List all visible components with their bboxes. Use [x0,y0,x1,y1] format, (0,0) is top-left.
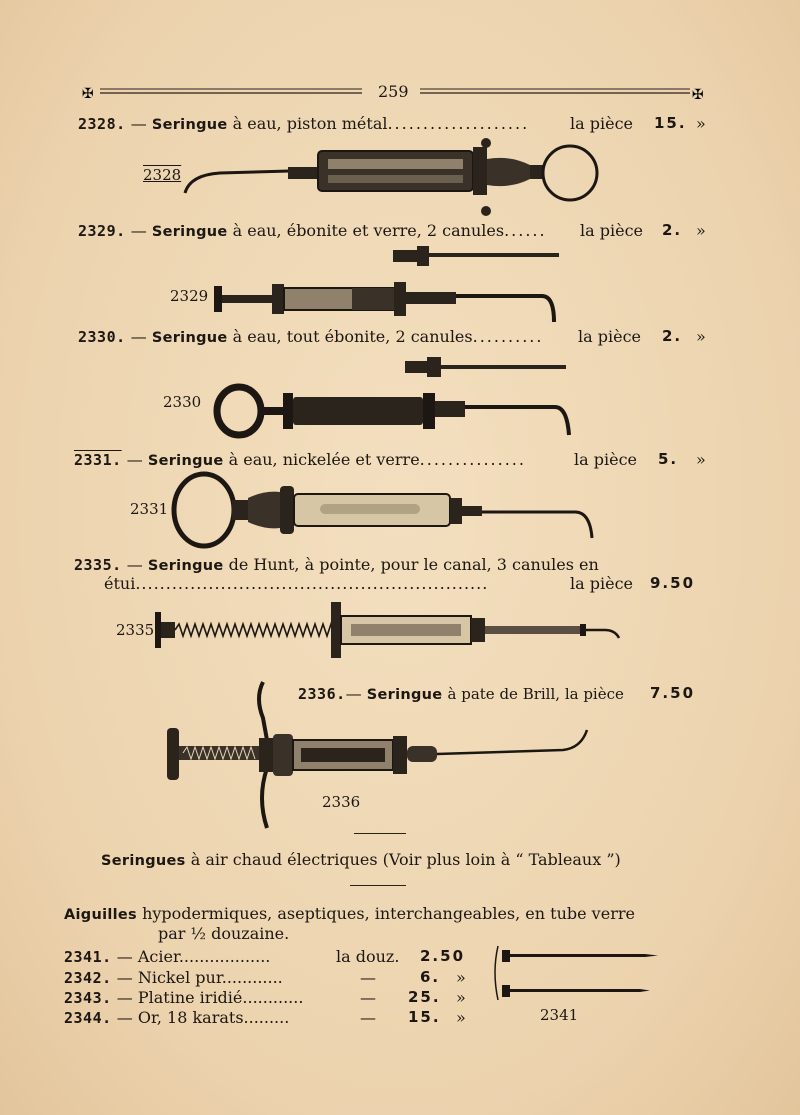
dash: — [345,684,362,703]
needle-unit: la douz. [336,947,400,966]
needle-name: Or, 18 karats [137,1008,244,1027]
item-description: à eau, nickelée et verre [228,450,420,469]
item-description: à eau, tout ébonite, 2 canules [232,327,473,346]
needle-row [64,988,484,1007]
item-keyword: Seringue [151,117,228,133]
item-ref: 2336. [298,685,346,703]
dash: — [116,988,133,1007]
dash: — [130,114,147,133]
leader-dots: .................... [387,114,530,133]
list-item-continuation [104,574,708,593]
ditto-mark: » [456,968,466,987]
dash: — [130,221,147,240]
item-keyword: Seringue [147,453,224,469]
syringe-2336-illustration [163,678,593,833]
item-description-2: étui [104,574,136,593]
needle-ref: 2343. [64,989,112,1007]
leader-dots: .................. [178,947,271,966]
dash: — [126,555,143,574]
needles-description: hypodermiques, aseptiques, interchangeables, en tube verre [142,904,635,923]
ditto-mark: » [456,1008,466,1027]
leader-dots: ............ [221,968,283,987]
item-price: 2. [662,327,683,345]
svg-text:✠: ✠ [82,86,94,102]
figure-label: 2335 [116,621,155,639]
list-item [78,114,708,133]
needle-row [64,1008,484,1027]
item-description: de Hunt, à pointe, pour le canal, 3 canules en [228,555,599,574]
leader-dots: ............... [419,450,526,469]
needle-row [64,947,484,966]
syringe-2328-illustration [180,135,605,223]
needle-name: Acier [137,947,179,966]
item-description: à pate de Brill, la pièce [447,685,624,703]
page-number: 259 [378,82,409,101]
section-note [101,850,621,869]
item-ref: 2328. [78,115,126,133]
needle-ref: 2341. [64,948,112,966]
needle-price: 6. [420,968,441,986]
item-unit: la pièce [570,574,633,593]
item-keyword: Seringue [151,224,228,240]
needle-unit: — [360,1008,376,1027]
list-item [78,221,708,240]
needle-price: 15. [408,1008,441,1026]
needle-ref: 2342. [64,969,112,987]
needle-name: Platine iridié [137,988,243,1007]
item-unit: la pièce [574,450,637,469]
ditto-mark: » [696,114,706,133]
cannula-2329-illustration [393,244,563,268]
leader-dots: .......... [472,327,544,346]
ditto-mark: » [696,450,706,469]
needle-name: Nickel pur [137,968,222,987]
needle-ref: 2344. [64,1009,112,1027]
item-ref: 2330. [78,328,126,346]
item-ref: 2331. [74,451,122,469]
dash: — [126,450,143,469]
item-keyword: Seringue [366,687,443,703]
leader-dots: ......... [243,1008,290,1027]
needles-description-2: par ½ douzaine. [158,924,290,943]
needle-price: 2.50 [420,947,466,965]
figure-label: 2329 [170,287,209,305]
figure-label: 2328 [143,166,182,184]
syringe-2331-illustration [170,470,600,550]
item-description: à eau, piston métal [232,114,388,133]
svg-text:✠: ✠ [692,87,704,103]
item-price: 7.50 [650,684,696,702]
needle-row [64,968,484,987]
item-ref: 2329. [78,222,126,240]
item-price: 5. [658,450,679,468]
leader-dots: ............ [242,988,304,1007]
ditto-mark: » [696,327,706,346]
figure-label: 2331 [130,500,169,518]
section-keyword: Seringues [101,853,186,869]
divider [350,885,406,886]
list-item [78,327,708,346]
divider [354,833,406,834]
figure-label: 2330 [163,393,202,411]
item-price: 9.50 [650,574,696,592]
needle-price: 25. [408,988,441,1006]
ditto-mark: » [456,988,466,1007]
item-price: 2. [662,221,683,239]
needles-illustration [492,944,667,1004]
item-keyword: Seringue [151,330,228,346]
syringe-2335-illustration [155,600,625,660]
cannula-2330-illustration [405,355,570,379]
needles-keyword: Aiguilles [64,907,137,923]
ditto-mark: » [696,221,706,240]
item-keyword: Seringue [147,558,224,574]
dash: — [116,968,133,987]
needles-heading [64,904,635,923]
dash: — [130,327,147,346]
item-ref: 2335. [74,556,122,574]
leader-dots: ...... [504,221,547,240]
dash: — [116,1008,133,1027]
item-price: 15. [654,114,687,132]
syringe-2329-illustration [212,278,562,328]
figure-label: 2336 [322,793,361,811]
section-description: à air chaud électriques (Voir plus loin à “ Tableaux ”) [190,850,621,869]
item-unit: la pièce [578,327,641,346]
needle-unit: — [360,968,376,987]
item-unit: la pièce [570,114,633,133]
item-description: à eau, ébonite et verre, 2 canules [232,221,505,240]
list-item [74,555,708,574]
list-item [74,450,708,469]
item-unit: la pièce [580,221,643,240]
syringe-2330-illustration [215,383,575,441]
needle-unit: — [360,988,376,1007]
figure-label: 2341 [540,1006,579,1024]
dash: — [116,947,133,966]
leader-dots: .......................................................... [135,574,489,593]
